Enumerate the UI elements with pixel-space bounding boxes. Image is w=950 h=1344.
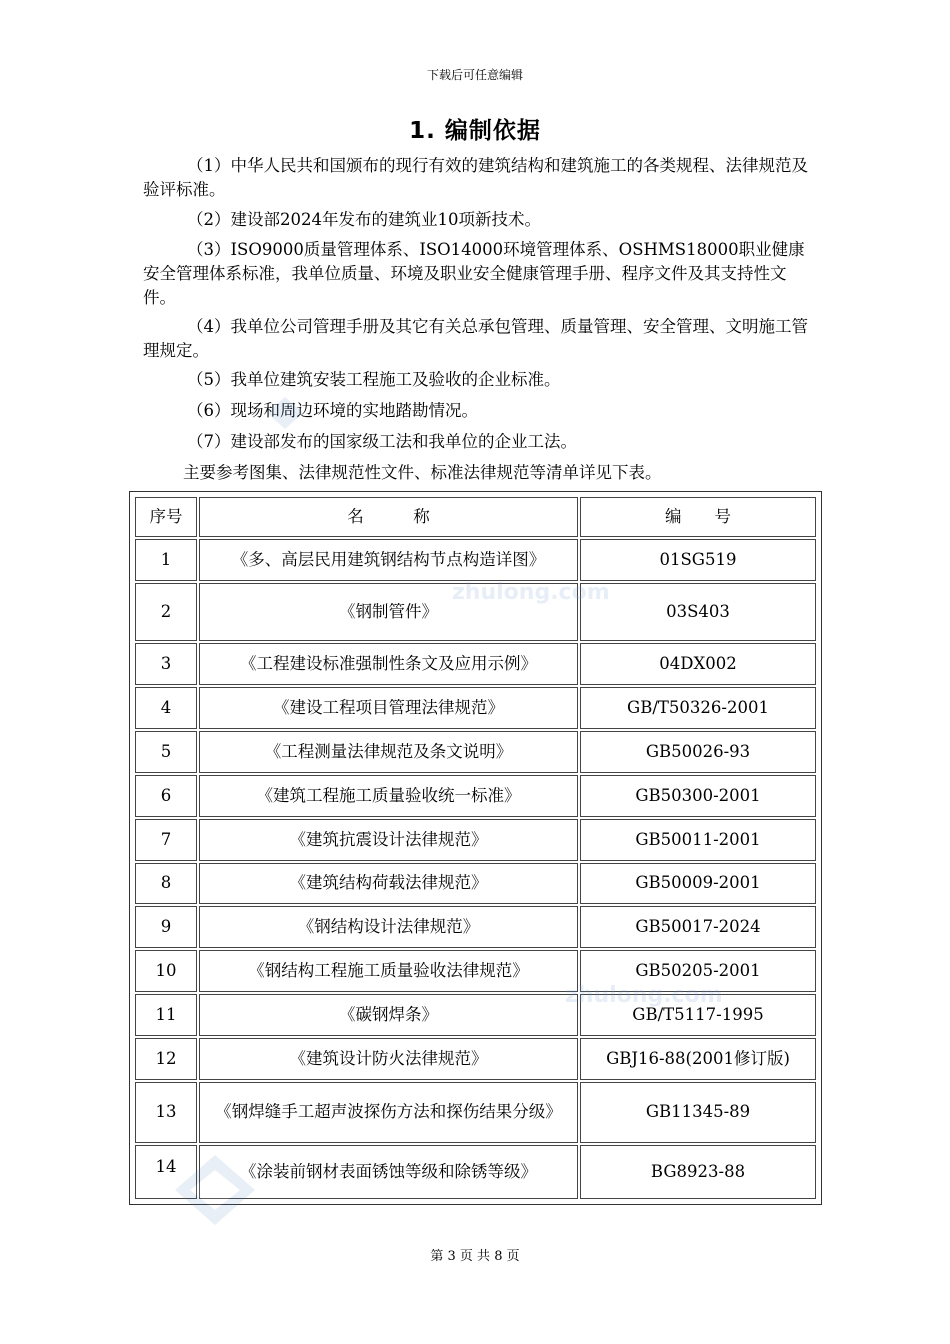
row-name: 《工程测量法律规范及条文说明》 bbox=[199, 731, 578, 773]
row-code: GB50011-2001 bbox=[580, 819, 816, 861]
reference-table bbox=[133, 495, 818, 1201]
row-serial: 13 bbox=[135, 1082, 197, 1143]
section-title: 1. 编制依据 bbox=[409, 118, 541, 144]
table-row bbox=[135, 539, 816, 581]
watermark-text: zhulong.com bbox=[452, 580, 610, 605]
row-name: 《钢制管件》 bbox=[199, 583, 578, 642]
row-code: GBJ16-88(2001修订版) bbox=[580, 1038, 816, 1080]
table-row bbox=[135, 1145, 816, 1200]
table-row bbox=[135, 819, 816, 861]
paragraph-6: （6）现场和周边环境的实地踏勘情况。 bbox=[187, 401, 478, 420]
paragraph-8: 主要参考图集、法律规范性文件、标准法律规范等清单详见下表。 bbox=[183, 463, 662, 482]
row-name: 《钢焊缝手工超声波探伤方法和探伤结果分级》 bbox=[199, 1082, 578, 1143]
row-name: 《工程建设标准强制性条文及应用示例》 bbox=[199, 643, 578, 685]
row-code: GB/T50326-2001 bbox=[580, 687, 816, 729]
row-serial: 10 bbox=[135, 950, 197, 992]
header-code: 编 号 bbox=[580, 497, 816, 537]
row-code: 01SG519 bbox=[580, 539, 816, 581]
row-code: GB50017-2024 bbox=[580, 906, 816, 948]
table-row bbox=[135, 687, 816, 729]
table-row bbox=[135, 994, 816, 1036]
row-code: GB50026-93 bbox=[580, 731, 816, 773]
row-serial: 11 bbox=[135, 994, 197, 1036]
header-serial: 序号 bbox=[135, 497, 197, 537]
paragraph-1: （1）中华人民共和国颁布的现行有效的建筑结构和建筑施工的各类规程、法律规范及验评标准。 bbox=[143, 156, 808, 199]
row-serial: 14 bbox=[135, 1145, 197, 1200]
row-code: BG8923-88 bbox=[580, 1145, 816, 1200]
row-serial: 4 bbox=[135, 687, 197, 729]
header-name: 名 称 bbox=[199, 497, 578, 537]
row-code: 03S403 bbox=[580, 583, 816, 642]
row-name: 《钢结构设计法律规范》 bbox=[199, 906, 578, 948]
table-row bbox=[135, 775, 816, 817]
row-serial: 5 bbox=[135, 731, 197, 773]
page-header: 下载后可任意编辑 bbox=[426, 68, 523, 82]
paragraph-2: （2）建设部2024年发布的建筑业10项新技术。 bbox=[187, 210, 541, 229]
row-serial: 9 bbox=[135, 906, 197, 948]
row-serial: 7 bbox=[135, 819, 197, 861]
row-serial: 12 bbox=[135, 1038, 197, 1080]
watermark-text: zhulong.com bbox=[565, 983, 723, 1008]
paragraph-3: （3）ISO9000质量管理体系、ISO14000环境管理体系、OSHMS18000职业健康安全管理体系标准，我单位质量、环境及职业安全健康管理手册、程序文件及其支持性文件。 bbox=[143, 240, 805, 307]
table-row bbox=[135, 1038, 816, 1080]
row-code: GB50300-2001 bbox=[580, 775, 816, 817]
table-row bbox=[135, 863, 816, 905]
row-code: GB50205-2001 bbox=[580, 950, 816, 992]
row-code: GB50009-2001 bbox=[580, 863, 816, 905]
row-name: 《建筑结构荷载法律规范》 bbox=[199, 863, 578, 905]
row-name: 《建筑抗震设计法律规范》 bbox=[199, 819, 578, 861]
row-name: 《钢结构工程施工质量验收法律规范》 bbox=[199, 950, 578, 992]
table-row bbox=[135, 906, 816, 948]
table-header-row bbox=[135, 497, 816, 537]
row-serial: 1 bbox=[135, 539, 197, 581]
table-row bbox=[135, 950, 816, 992]
paragraph-4: （4）我单位公司管理手册及其它有关总承包管理、质量管理、安全管理、文明施工管理规定。 bbox=[143, 317, 808, 360]
paragraph-7: （7）建设部发布的国家级工法和我单位的企业工法。 bbox=[187, 432, 577, 451]
row-serial: 8 bbox=[135, 863, 197, 905]
page-footer: 第 3 页 共 8 页 bbox=[430, 1249, 520, 1264]
row-code: GB11345-89 bbox=[580, 1082, 816, 1143]
table-row bbox=[135, 1082, 816, 1143]
row-code: GB/T5117-1995 bbox=[580, 994, 816, 1036]
row-code: 04DX002 bbox=[580, 643, 816, 685]
table-row bbox=[135, 583, 816, 642]
row-name: 《碳钢焊条》 bbox=[199, 994, 578, 1036]
row-name: 《建筑设计防火法律规范》 bbox=[199, 1038, 578, 1080]
table-row bbox=[135, 731, 816, 773]
paragraph-5: （5）我单位建筑安装工程施工及验收的企业标准。 bbox=[187, 370, 561, 389]
row-serial: 3 bbox=[135, 643, 197, 685]
row-name: 《多、高层民用建筑钢结构节点构造详图》 bbox=[199, 539, 578, 581]
table-row bbox=[135, 643, 816, 685]
reference-table-frame bbox=[129, 491, 822, 1205]
row-name: 《建筑工程施工质量验收统一标准》 bbox=[199, 775, 578, 817]
row-name: 《建设工程项目管理法律规范》 bbox=[199, 687, 578, 729]
row-serial: 6 bbox=[135, 775, 197, 817]
row-name: 《涂装前钢材表面锈蚀等级和除锈等级》 bbox=[199, 1145, 578, 1200]
row-serial: 2 bbox=[135, 583, 197, 642]
